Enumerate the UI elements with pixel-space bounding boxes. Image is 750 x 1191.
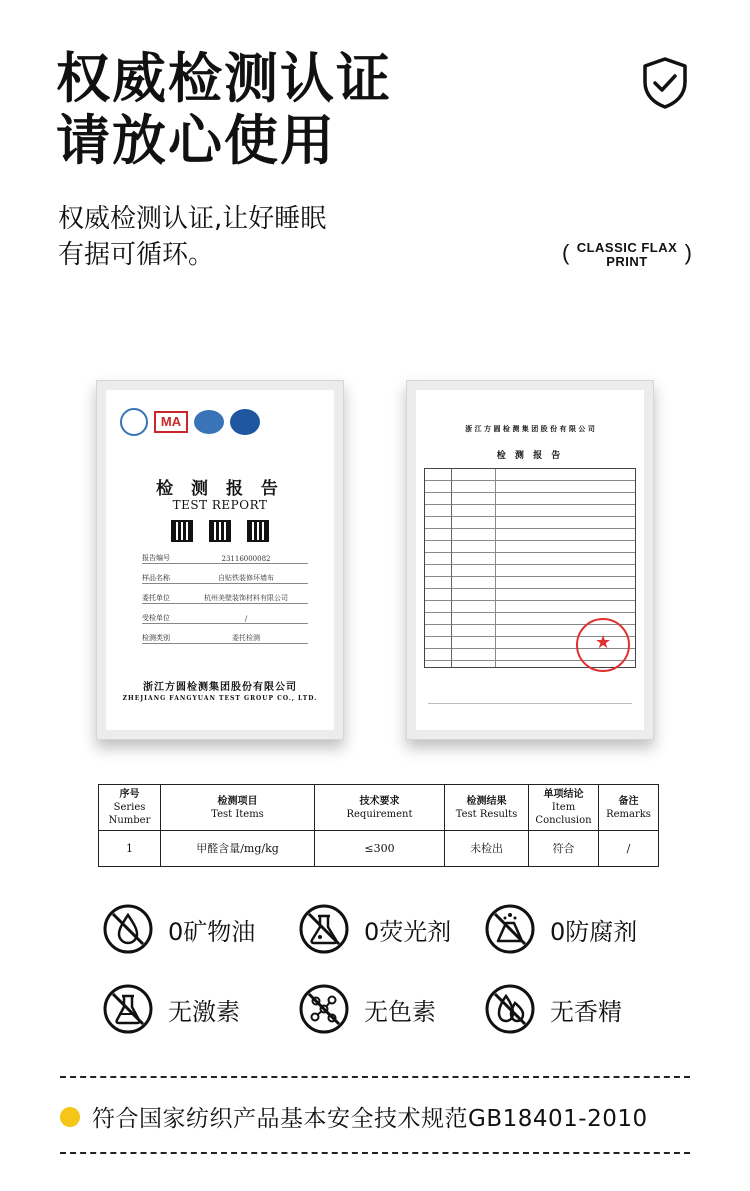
badge-paren-right: ) [684,240,692,265]
report-title-cn: 检 测 报 告 [156,479,284,499]
test-results-table [98,784,659,867]
badge-line2: PRINT [606,254,648,269]
feature-item [484,903,637,955]
certificate-results [416,390,644,730]
table-header: 检测结果 Test Results [445,785,529,831]
hero-title-line2: 请放心使用 [56,109,336,172]
ilac-mra-logo [194,410,224,434]
table-header-row [99,785,659,831]
field-value: 23116000082 [221,555,271,563]
report-title-en: TEST REPORT [172,498,268,512]
table-cell: / [599,831,659,867]
table-header: 技术要求 Requirement [315,785,445,831]
divider-bottom [60,1152,690,1154]
divider-top [60,1076,690,1078]
table-header: 备注 Remarks [599,785,659,831]
certificate-cover [106,390,334,730]
field-key: 样品名称 [142,574,170,582]
signature-line [428,686,632,704]
field-value: 委托检测 [232,634,260,642]
standard-compliance-note [60,1100,648,1133]
issuer-name-en: ZHEJIANG FANGYUAN TEST GROUP CO., LTD. [122,695,318,702]
qr-code-icon [247,520,269,542]
feature-label: 0矿物油 [168,917,256,946]
no-hormone-icon [102,983,154,1035]
feature-label: 无香精 [550,997,622,1026]
badge-paren-left: ( [562,240,570,265]
bullet-dot-icon [60,1107,80,1127]
subtitle-line1: 权威检测认证,让好睡眠 [58,204,327,234]
feature-label: 0荧光剂 [364,917,452,946]
field-value: 杭州美壁装饰材料有限公司 [204,594,288,602]
cma-globe-logo [120,408,148,436]
subtitle-line2: 有据可循环。 [58,240,215,270]
classic-flax-badge [562,238,692,272]
certification-logos [120,408,260,436]
feature-item [298,983,436,1035]
no-fragrance-icon [484,983,536,1035]
no-mineral-oil-icon [102,903,154,955]
feature-item [102,983,240,1035]
table-header: 检测项目 Test Items [161,785,315,831]
no-preservative-icon [484,903,536,955]
shield-check-icon [640,56,690,110]
table-cell: 符合 [529,831,599,867]
subtitle [58,201,326,273]
feature-label: 无激素 [168,997,240,1026]
field-key: 报告编号 [142,554,170,562]
official-seal-icon [576,618,630,672]
qr-code-icon [171,520,193,542]
table-row [99,831,659,867]
table-cell: 1 [99,831,161,867]
field-value: / [244,615,248,623]
feature-item [102,903,255,955]
field-value: 自贴铁装修环墙布 [218,574,274,582]
table-header: 序号 Series Number [99,785,161,831]
cnas-logo [230,409,260,435]
ma-logo: MA [154,411,188,433]
results-issuer-cn: 浙 江 方 圆 检 测 集 团 股 份 有 限 公 司 [465,424,595,433]
field-key: 检测类别 [142,634,170,642]
issuer-name-cn: 浙江方圆检测集团股份有限公司 [143,682,297,693]
no-fluorescent-agent-icon [298,903,350,955]
standard-text: 符合国家纺织产品基本安全技术规范GB18401-2010 [92,1106,648,1132]
feature-item [298,903,451,955]
table-cell: 未检出 [445,831,529,867]
field-key: 受检单位 [142,614,170,622]
hero-title [56,48,392,172]
feature-label: 无色素 [364,997,436,1026]
feature-item [484,983,622,1035]
qr-code-icon [209,520,231,542]
qr-codes [106,520,334,542]
hero-title-line1: 权威检测认证 [56,47,392,110]
no-pigment-icon [298,983,350,1035]
certificate-cover-frame [96,380,344,740]
report-field [142,570,308,584]
table-cell: ≤300 [315,831,445,867]
table-cell: 甲醛含量/mg/kg [161,831,315,867]
report-field [142,550,308,564]
certificate-results-frame [406,380,654,740]
table-header: 单项结论 Item Conclusion [529,785,599,831]
results-title-cn: 检 测 报 告 [496,451,564,461]
field-key: 委托单位 [142,594,170,602]
badge-line1: CLASSIC FLAX [576,240,678,255]
report-field [142,590,308,604]
report-field [142,630,308,644]
report-field [142,610,308,624]
feature-label: 0防腐剂 [550,917,638,946]
